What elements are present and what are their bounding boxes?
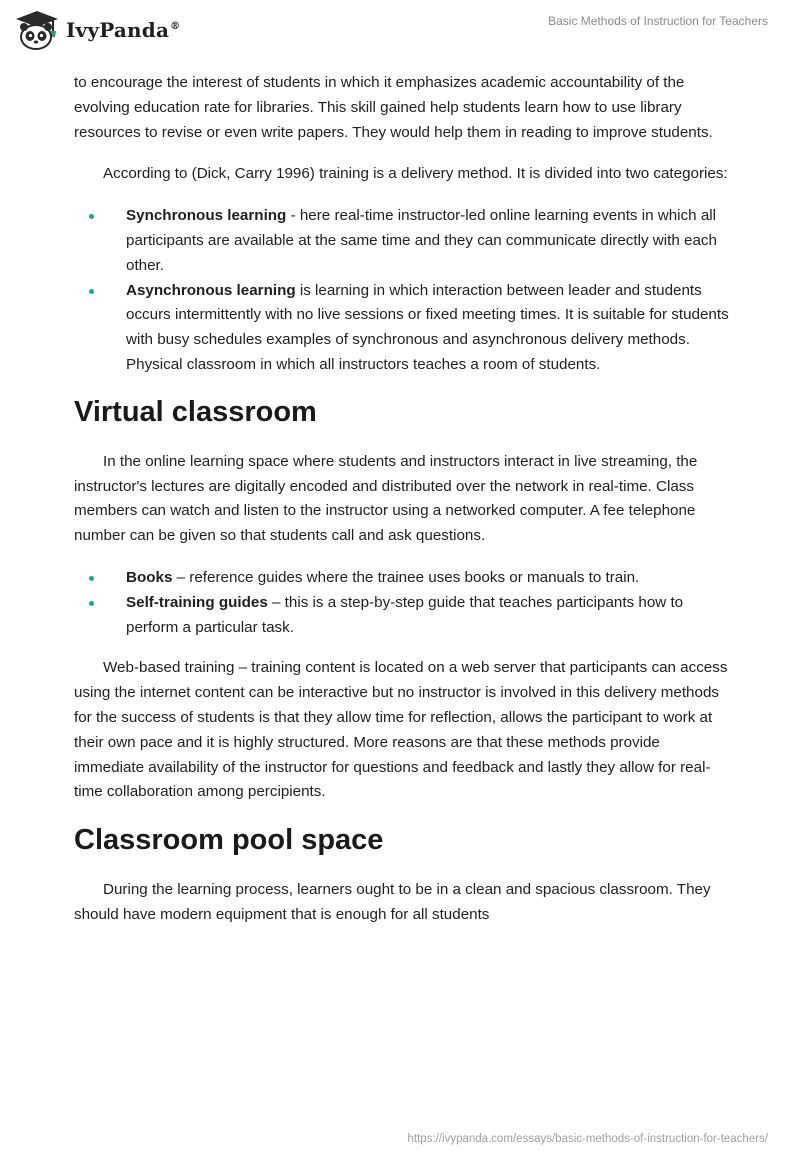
heading-virtual-classroom: Virtual classroom xyxy=(74,395,317,428)
list-item xyxy=(74,279,729,378)
list-item-text: – reference guides where the trainee uses books or manuals to train. xyxy=(172,568,640,586)
heading-classroom-pool-space: Classroom pool space xyxy=(74,824,384,857)
paragraph-web-based-training: Web-based training – training content is located on a web server that participants can access using the internet content can be interactive but no instructor is involved in this delivery methods for the success of students is that they allow time for reflection, allows the participant to work at their own pace and it is highly structured. More reasons are that these methods provide immediate availability of the instructor for questions and feedback and lastly they allow for real-time collaboration among percipients. xyxy=(74,659,728,801)
list-item-text: - here real-time instructor-led online learning events in which all participants are available at the same time and they can communicate directly with each other. xyxy=(126,207,717,274)
list-item xyxy=(74,566,729,591)
panda-logo-icon xyxy=(14,9,60,51)
list-item-term: Asynchronous learning xyxy=(126,281,296,299)
page-header xyxy=(0,0,800,70)
paragraph-virtual-classroom: In the online learning space where students and instructors interact in live streaming, the instructor's lectures are digitally encoded and distributed over the network in real-time. Class members can watch and listen to the instructor using a networked computer. A fee telephone number can be given so that students call and ask questions. xyxy=(74,452,698,545)
list-item xyxy=(74,204,729,278)
paragraph-intro: to encourage the interest of students in which it emphasizes academic accountability of the evolving education rate for libraries. This skill gained help students learn how to use library resources to revise or even write papers. They would help them in reading to improve students. xyxy=(74,74,713,141)
essay-content xyxy=(74,71,729,945)
list-item-text: is learning in which interaction between leader and students occurs intermittently with no live sessions or fixed meeting times. It is suitable for students with busy schedules examples of synchronous and asynchronous delivery methods. Physical classroom in which all instructors teaches a room of students. xyxy=(126,281,729,373)
list-item-text: – this is a step-by-step guide that teaches participants how to perform a particular task. xyxy=(126,593,684,636)
list-item-term: Books xyxy=(126,568,173,586)
bullet-icon xyxy=(89,601,94,606)
paragraph-delivery-method: According to (Dick, Carry 1996) training is a delivery method. It is divided into two categories: xyxy=(103,165,728,183)
document-title: Basic Methods of Instruction for Teachers xyxy=(548,14,768,28)
guides-list xyxy=(74,566,729,640)
paragraph-classroom-pool-space: During the learning process, learners ought to be in a clean and spacious classroom. They should have modern equipment that is enough for all students xyxy=(74,881,711,923)
bullet-icon xyxy=(89,289,94,294)
list-item-term: Self-training guides xyxy=(126,593,268,611)
bullet-icon xyxy=(89,214,94,219)
bullet-icon xyxy=(89,576,94,581)
registered-mark: ® xyxy=(170,21,181,33)
list-item-term: Synchronous learning xyxy=(126,207,287,225)
logo[interactable] xyxy=(14,9,180,51)
source-url-link[interactable]: https://ivypanda.com/essays/basic-methods-of-instruction-for-teachers/ xyxy=(407,1133,768,1145)
list-item xyxy=(74,591,729,641)
learning-types-list xyxy=(74,204,729,378)
brand-name: IvyPanda® xyxy=(66,18,181,42)
